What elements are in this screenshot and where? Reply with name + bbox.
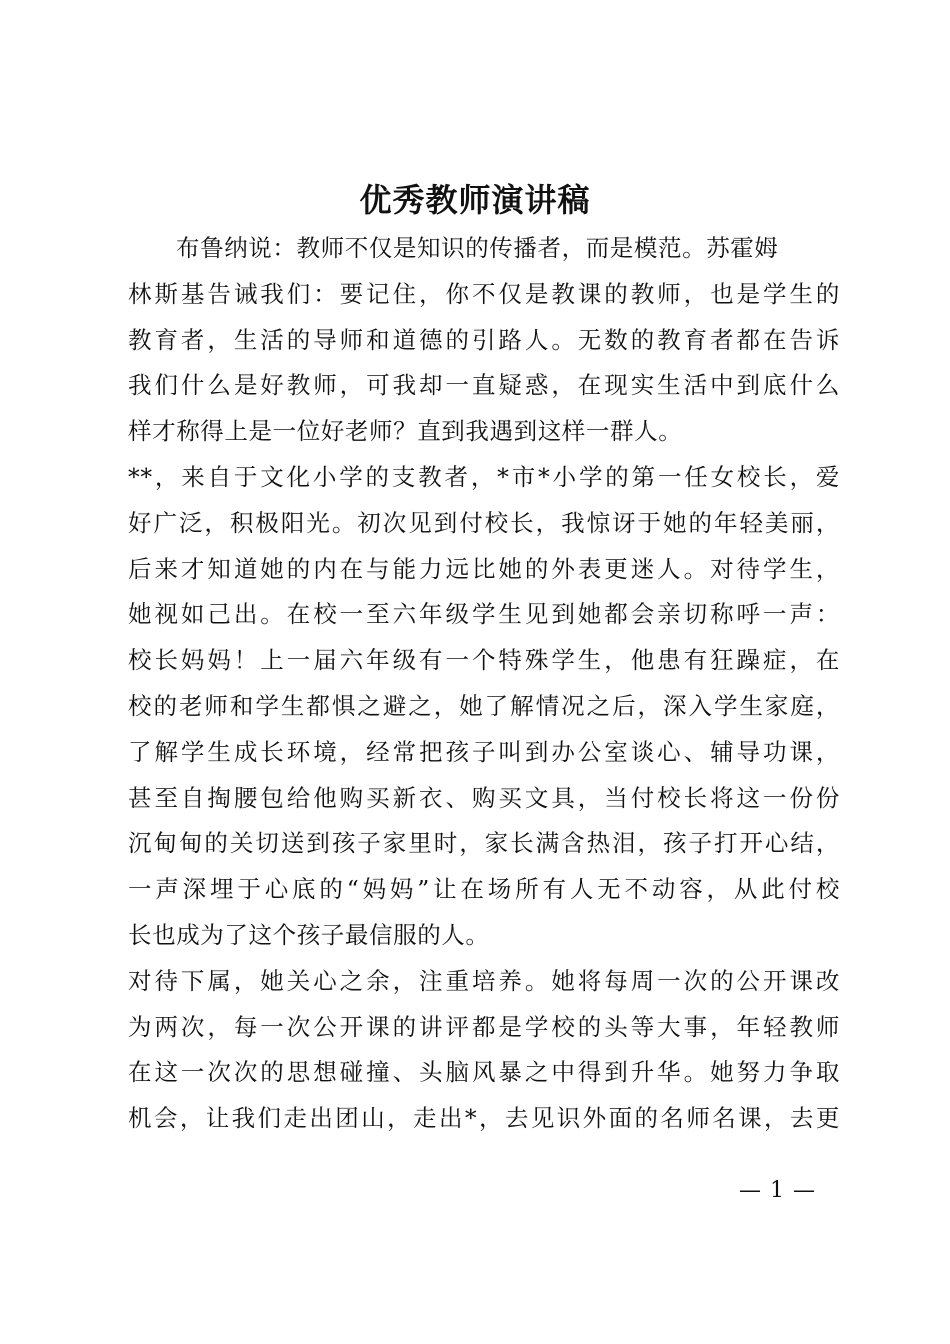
text-line: 她视如己出。在校一至六年级学生见到她都会亲切称呼一声：: [128, 600, 840, 629]
text-line: 沉甸甸的关切送到孩子家里时，家长满含热泪，孩子打开心结，: [128, 829, 840, 858]
text-line: 甚至自掏腰包给他购买新衣、购买文具，当付校长将这一份份: [128, 783, 840, 812]
text-line: 布鲁纳说：教师不仅是知识的传播者，而是模范。苏霍姆: [176, 234, 779, 262]
text-line: 样才称得上是一位好老师？直到我遇到这样一群人。: [128, 417, 683, 446]
text-line: 校的老师和学生都惧之避之，她了解情况之后，深入学生家庭，: [128, 691, 840, 720]
text-line: 我们什么是好教师，可我却一直疑惑，在现实生活中到底什么: [128, 371, 840, 400]
document-title: 优秀教师演讲稿: [359, 181, 591, 219]
text-line: 好广泛，积极阳光。初次见到付校长，我惊讶于她的年轻美丽，: [128, 508, 840, 537]
text-line: 一声深埋于心底的“妈妈”让在场所有人无不动容，从此付校: [128, 875, 840, 904]
text-line: 了解学生成长环境，经常把孩子叫到办公室谈心、辅导功课，: [128, 737, 840, 766]
text-line: 长也成为了这个孩子最信服的人。: [128, 920, 490, 949]
document-body: [128, 226, 840, 1142]
text-line: 教育者，生活的导师和道德的引路人。无数的教育者都在告诉: [128, 325, 840, 354]
text-line: 林斯基告诫我们：要记住，你不仅是教课的教师，也是学生的: [128, 279, 840, 308]
text-line: 后来才知道她的内在与能力远比她的外表更迷人。对待学生，: [128, 554, 840, 583]
text-line: 为两次，每一次公开课的讲评都是学校的头等大事，年轻教师: [128, 1012, 840, 1041]
text-line: 对待下属，她关心之余，注重培养。她将每周一次的公开课改: [128, 966, 840, 995]
text-line: 在这一次次的思想碰撞、头脑风暴之中得到升华。她努力争取: [128, 1058, 840, 1087]
text-line: **，来自于文化小学的支教者，*市*小学的第一任女校长，爱: [128, 462, 840, 491]
page-number: — 1 —: [739, 1178, 816, 1203]
text-line: 机会，让我们走出团山，走出*，去见识外面的名师名课，去更: [128, 1104, 840, 1133]
text-line: 校长妈妈！上一届六年级有一个特殊学生，他患有狂躁症，在: [128, 646, 840, 675]
